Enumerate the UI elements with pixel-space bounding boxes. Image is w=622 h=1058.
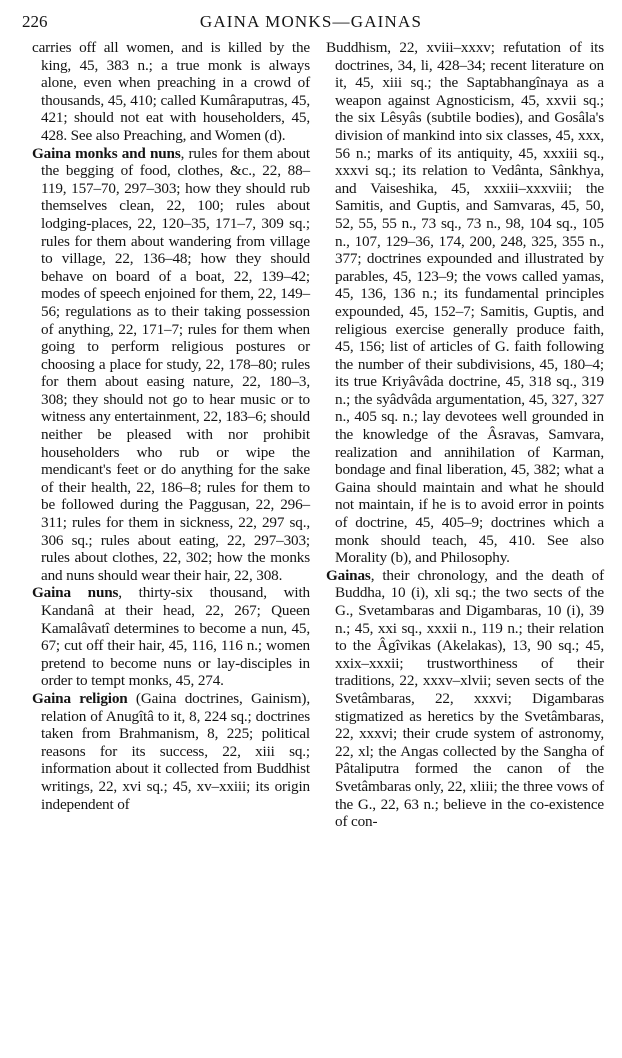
- index-entry: [32, 690, 310, 813]
- entry-text: carries off all women, and is killed by the king, 45, 383 n.; a true monk is always alone, even when preaching in a crowd of thousands, 45, 410; called Kumâraputras, 45, 421; should not eat with householders, 45, 428. See also Preaching, and Women (d).: [32, 39, 310, 144]
- running-title: GAINA MONKS—GAINAS: [199, 12, 423, 31]
- left-column: [32, 39, 310, 813]
- entry-headword: Gaina religion: [32, 689, 128, 707]
- entry-headword: Gainas: [326, 566, 371, 584]
- entry-text: , their chronology, and the death of Buddha, 10 (i), xli sq.; the two sects of the G., Svetambaras and Digambaras, 10 (i), 39 n.; 45, xxi sq., xxxii n., 119 n.; their relation to the Âgîvikas (Akelakas), 13, 90 sq.; 45, xxix–xxxii; trustworthiness of their traditions, 22, xxxv–xlvii; seven sects of the Svetâmbaras, 22, xxxvi; Digambaras stigmatized as heretics by the Svetâmbaras, 22, xxxvi; their crude system of astronomy, 22, xl; the Angas collected by the Sangha of Pâtaliputra formed the canon of the Svetâmbaras only, 22, xliii; the three vows of the G., 22, 63 n.; believe in the co-existence of con-: [335, 566, 604, 831]
- index-entry: [326, 567, 604, 831]
- right-column: [326, 39, 604, 831]
- entry-text: , rules for them about the begging of food, clothes, &c., 22, 88–119, 157–70, 297–303; how they should rub themselves clean, 22, 100; rules about lodging-places, 22, 120–35, 171–7, 309 sq.; rules for them about wandering from village to village, 22, 136–48; how they should behave on board of a boat, 22, 139–42; modes of speech enjoined for them, 22, 149–56; regulations as to their taking possession of anything, 22, 171–7; rules for them when going to perform religious postures or choosing a place for study, 22, 178–80; rules for them about easing nature, 22, 180–3, 308; they should not go to hear music or to witness any entertainment, 22, 183–6; should neither be pleased with nor prohibit householders who rub or wipe the mendicant's feet or do anything for the sake of their health, 22, 186–8; rules for them to be followed during the Paggusan, 22, 296–311; rules for them in sickness, 22, 297 sq., 306 sq.; rules about eating, 22, 297–303; rules about clothes, 22, 302; how the monks and nuns should wear their hair, 22, 308.: [41, 144, 311, 584]
- entry-text: Buddhism, 22, xviii–xxxv; refutation of its doctrines, 34, li, 428–34; recent literature on it, 45, xiii sq.; the Saptabhangînaya as a weapon against Agnosticism, 45, xxvii sq.; the six Lêsyâs (subtile bodies), and Gosâla's division of mankind into six classes, 45, xxx, 56 n.; marks of its antiquity, 45, xxxiii sq., xxxvi sq.; its relation to Vedânta, Sânkhya, and Vaiseshika, 45, xxxiii–xxxviii; the Samitis, and Guptis, and Samvaras, 45, 50, 52, 55, 55 n., 73 sq., 73 n., 98, 104 sq., 105 n., 107, 129–36, 174, 200, 248, 325, 355 n., 377; doctrines expounded and illustrated by parables, 45, 123–9; the vows called yamas, 45, 136, 136 n.; its fundamental principles expounded, 45, 152–7; Samitis, Guptis, and religious exercise generally produce faith, 45, 156; list of articles of G. faith following the number of their subdivisions, 45, 180–4; its true Kriyâvâda doctrine, 45, 318 sq., 319 n.; the syâdvâda argumentation, 45, 327, 327 n., 405 sq. n.; lay devotees well grounded in the knowledge of the Âsravas, Samvara, realization and annihilation of Karman, bondage and final liberation, 45, 382; what a Gaina should maintain and what he should not maintain, if he is to avoid error in points of doctrine, 45, 405–9; doctrines which a monk should teach, 45, 410. See also Morality (b), and Philosophy.: [326, 39, 604, 567]
- entry-headword: Gaina nuns: [32, 584, 119, 602]
- entry-text: , thirty-six thousand, with Kandanâ at their head, 22, 267; Queen Kamalâvatî determines to become a nun, 45, 67; cut off their hair, 45, 116, 116 n.; women pretend to become nuns or lay-disciples in order to tempt monks, 45, 274.: [41, 584, 310, 690]
- index-entry: [32, 584, 310, 690]
- page-header: [22, 12, 600, 36]
- index-entry: [32, 145, 310, 585]
- entry-headword: Gaina monks and nuns: [32, 144, 181, 162]
- entry-text: (Gaina doctrines, Gainism), relation of Anugîtâ to it, 8, 224 sq.; doctrines taken from Brahmanism, 8, 225; political reasons for its success, 22, xiii sq.; information about it collected from Buddhist writings, 22, xvi sq.; 45, xv–xxiii; its origin independent of: [41, 689, 310, 813]
- page-number: 226: [22, 12, 48, 31]
- index-entry: [326, 39, 604, 567]
- index-entry: [32, 39, 310, 145]
